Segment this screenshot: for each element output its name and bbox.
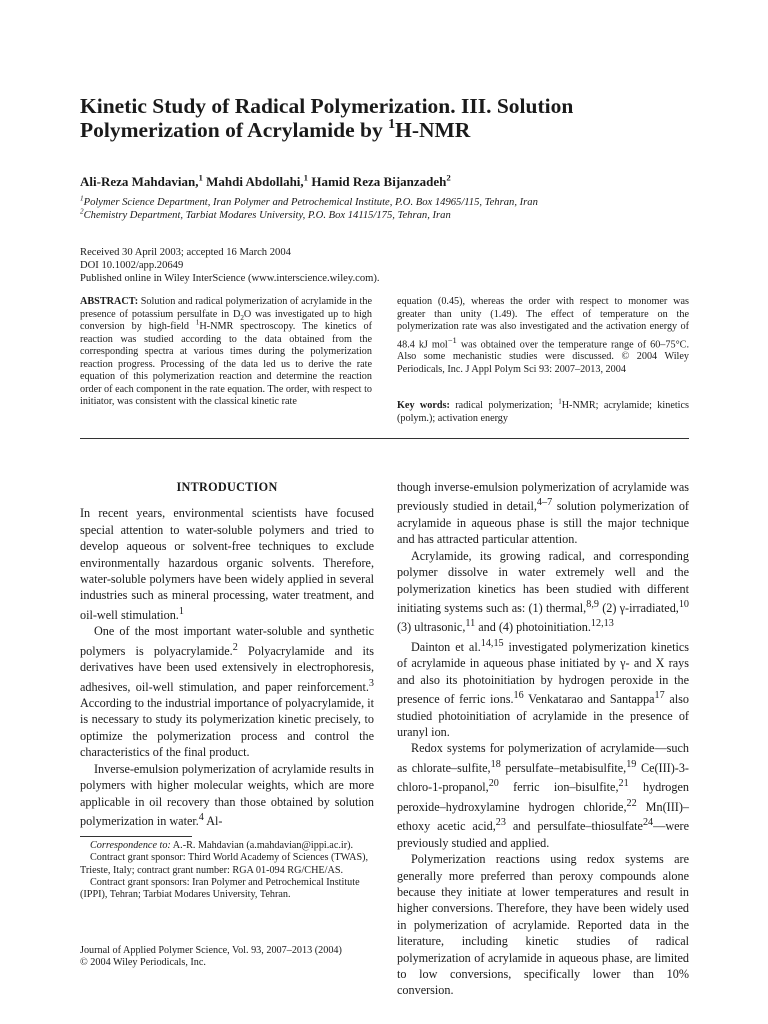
title-line-1: Kinetic Study of Radical Polymerization. III. Solution — [80, 94, 574, 118]
abstract-text: Solution and radical polymerization of acrylamide in the presence of potassium persulfate in D — [80, 296, 372, 320]
affiliation-mark: 1 — [80, 194, 84, 203]
paragraph-text: hydrogen peroxide–hydroxylamine hydrogen chloride, — [397, 780, 689, 814]
paragraph-text: According to the industrial importance of polyacrylamide, it is necessary to study its polymerization kinetic precisely, to optimize the polymerization process and control the characteristics of the final product. — [80, 696, 374, 760]
affiliation-mark: 2 — [80, 207, 84, 216]
affiliation-text: Polymer Science Department, Iran Polymer and Petrochemical Institute, P.O. Box 14965/115, Tehran, Iran — [83, 197, 538, 208]
paragraph-text: solution polymerization of acrylamide in aqueous phase is still the major technique and has attracted particular attention. — [397, 499, 689, 547]
citation: 1 — [178, 605, 184, 617]
author-list — [80, 174, 700, 190]
section-heading: INTRODUCTION — [176, 480, 278, 494]
citation: 4–7 — [536, 497, 553, 509]
paragraph-text: ferric ion–bisulfite, — [498, 780, 619, 795]
abstract-text: equation (0.45), whereas the order with respect to monomer was greater than unity (1.49). The effect of temperature on the polymerization rate was also investigated and the activation energy of 48.4 kJ mol — [397, 296, 689, 350]
abstract-text: was obtained over the temperature range of 60–75°C. Also some mechanistic studies were discussed. © 2004 Wiley Periodicals, Inc. J Appl Polym Sci 93: 2007–2013, 2004 — [397, 338, 689, 375]
paragraph-text: Ce(III)-3-chloro-1-propanol, — [397, 760, 689, 795]
received-date: Received 30 April 2003; accepted 16 March 2004 — [80, 247, 291, 258]
citation: 17 — [654, 690, 665, 702]
abstract-label: ABSTRACT: — [80, 296, 139, 307]
citation: 19 — [626, 758, 637, 770]
paragraph — [397, 740, 689, 851]
paragraph — [80, 623, 374, 760]
paper-title — [80, 94, 700, 142]
citation: 3 — [368, 677, 374, 689]
citation: 14,15 — [480, 637, 504, 649]
abstract-superscript: −1 — [447, 334, 457, 345]
section-divider — [80, 438, 689, 439]
author-name: Hamid Reza Bijanzadeh — [308, 174, 447, 189]
paragraph-text: persulfate–metabisulfite, — [500, 760, 627, 775]
correspondence-label: Correspondence to: — [90, 840, 171, 851]
journal-name: Journal of Applied Polymer Science, Vol. 93, 2007–2013 (2004) — [80, 945, 342, 956]
paragraph-text: Polyacrylamide and its derivatives have been used extensively in electrophoresis, adhesives, oil-well stimulation, and paper reinforcement. — [80, 643, 374, 694]
grant-note: Contract grant sponsors: Iran Polymer and Petrochemical Institute (IPPI), Tehran; Tarbiat Modares University, Tehran. — [80, 876, 360, 901]
abstract-text: O was investigated up to high conversion by high-field — [80, 308, 372, 332]
affiliations — [80, 196, 720, 222]
footnotes — [80, 840, 374, 901]
keywords-superscript: 1 — [558, 398, 562, 406]
body-column-left — [80, 479, 374, 829]
author-name: Ali-Reza Mahdavian, — [80, 174, 199, 189]
paragraph-text: (2) γ-irradiated, — [598, 600, 679, 615]
paragraph-text: —were previously studied and applied. — [397, 819, 689, 850]
paragraph-text: One of the most important water-soluble and synthetic polymers is polyacrylamide. — [80, 624, 374, 658]
paragraph-text: also studied photoinitiation of acrylamide in the presence of uranyl ion. — [397, 692, 689, 739]
citation: 2 — [232, 641, 238, 653]
affiliation — [80, 209, 720, 222]
citation: 4 — [198, 811, 204, 823]
citation: 23 — [495, 817, 506, 829]
citation: 24 — [642, 817, 654, 829]
paragraph: Polymerization reactions using redox systems are generally more preferred than peroxy compounds alone because they initiate at lower temperatures and result in higher conversions. Therefore, they have been widely used in polymerization of acrylamide. Reported data in the literature, including kinetic studies of radical polymerization of acrylamide in aqueous phase, are limited to low conversions, specifically lower than 10% conversion. — [397, 852, 689, 998]
author-name: Mahdi Abdollahi, — [202, 174, 304, 189]
paragraph-text: and persulfate–thiosulfate — [505, 819, 643, 834]
author-affil-mark: 1 — [303, 172, 309, 183]
title-line-2-pre: Polymerization of Acrylamide by — [80, 118, 389, 142]
citation: 8,9 — [586, 598, 599, 610]
citation: 11 — [465, 618, 476, 630]
keywords-label: Key words: — [397, 400, 450, 411]
abstract-text: H-NMR spectroscopy. The kinetics of reaction was studied according to the data obtained from the corresponding spectra at various times during the polymerization reaction progress. Processing of the data led us to derive the rate equation of this polymerization reaction and determine the reaction order of each component in the rate equation. The order, with respect to initiator, was consistent with the classical kinetic rate — [80, 321, 373, 407]
citation: 12,13 — [590, 618, 614, 630]
citation: 18 — [490, 758, 501, 770]
paragraph-text: In recent years, environmental scientists have focused special attention to water-soluble polymers and tried to develop aqueous or solvent-free techniques to exclude environmentally hazardous organic solvents. Therefore, water-soluble polymers have been widely applied in several industries such as mineral processing, water treatment, and oil-well stimulation. — [80, 506, 374, 622]
paragraph-text: Acrylamide, its growing radical, and corresponding polymer dissolve in water extremely well and the polymerization kinetics has been studied with different initiating systems such as: (1) thermal, — [397, 548, 689, 615]
paragraph-text: and (4) photoinitiation. — [475, 620, 591, 635]
publication-info — [80, 246, 720, 285]
paragraph — [397, 479, 689, 548]
author-affil-mark: 1 — [198, 172, 203, 183]
footnote-divider — [80, 836, 192, 837]
abstract-right — [397, 296, 689, 376]
affiliation — [80, 196, 720, 209]
paragraph-text: though inverse-emulsion polymerization of acrylamide was previously studied in detail, — [397, 480, 689, 514]
journal-citation — [80, 945, 374, 970]
paragraph-text: Al- — [203, 813, 223, 828]
paragraph-text: Venkatarao and Santappa — [523, 692, 655, 707]
body-column-right — [397, 479, 689, 999]
citation: 22 — [626, 797, 637, 809]
paragraph — [397, 636, 689, 741]
keywords-text: H-NMR; acrylamide; kinetics (polym.); activation energy — [397, 400, 689, 424]
grant-note: Contract grant sponsor: Third World Academy of Sciences (TWAS), Trieste, Italy; contract grant number: RGA 01-094 RG/CHE/AS. — [80, 852, 369, 876]
keywords — [397, 400, 689, 425]
citation: 16 — [513, 690, 524, 702]
keywords-text: radical polymerization; — [449, 400, 559, 411]
paragraph — [80, 761, 374, 830]
abstract-subscript: 2 — [240, 313, 244, 322]
paragraph-text: Redox systems for polymerization of acrylamide—such as chlorate–sulfite, — [397, 741, 689, 775]
paragraph-text: investigated polymerization kinetics of acrylamide in aqueous phase initiated by γ- and X rays and also its photoinitiation by hydrogen peroxide in the presence of ferric ions. — [397, 639, 689, 707]
correspondence-note — [80, 840, 374, 852]
citation: 21 — [618, 778, 629, 790]
abstract-left — [80, 296, 372, 409]
paragraph-text: Mn(III)–ethoxy acetic acid, — [397, 799, 689, 834]
doi: DOI 10.1002/app.20649 — [80, 260, 184, 271]
author-affil-mark: 2 — [446, 172, 451, 183]
title-line-2-post: H-NMR — [395, 118, 471, 142]
paragraph-text: Dainton et al. — [411, 639, 481, 654]
correspondence-text: A.-R. Mahdavian (a.mahdavian@ippi.ac.ir). — [170, 840, 354, 851]
paragraph-text: (3) ultrasonic, — [397, 620, 466, 635]
citation: 10 — [678, 598, 689, 610]
abstract-superscript: 1 — [195, 319, 200, 327]
paragraph — [80, 505, 374, 623]
paragraph — [397, 548, 689, 636]
paragraph-text: Inverse-emulsion polymerization of acrylamide results in polymers with higher molecular weights, which are more applicable in oil recovery than those obtained by solution polymerization in water. — [80, 761, 374, 828]
copyright: © 2004 Wiley Periodicals, Inc. — [80, 957, 206, 969]
affiliation-text: Chemistry Department, Tarbiat Modares University, P.O. Box 14115/175, Tehran, Iran — [83, 210, 451, 221]
citation: 20 — [488, 778, 499, 790]
title-superscript: 1 — [388, 116, 396, 132]
published-online: Published online in Wiley InterScience (www.interscience.wiley.com). — [80, 273, 380, 284]
